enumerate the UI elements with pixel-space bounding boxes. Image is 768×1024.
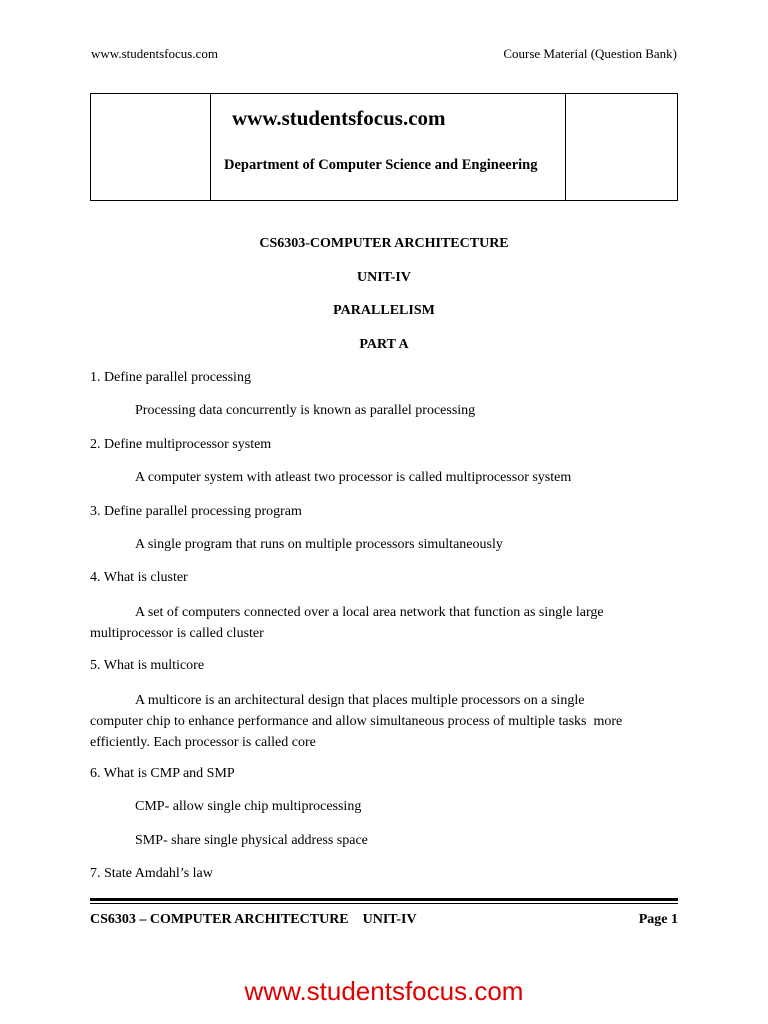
footer-rule-thin: [90, 903, 678, 904]
title-banner: [90, 93, 678, 201]
question-6: 6. What is CMP and SMP: [90, 766, 235, 781]
answer-6-smp: SMP- share single physical address space: [135, 833, 368, 848]
question-5: 5. What is multicore: [90, 658, 205, 673]
footer-rule: [90, 898, 678, 901]
answer-1: Processing data concurrently is known as parallel processing: [135, 403, 476, 418]
banner-department: Department of Computer Science and Engineering: [224, 157, 538, 173]
answer-2: A computer system with atleast two processor is called multiprocessor system: [135, 470, 572, 485]
answer-5-line-2: computer chip to enhance performance and allow simultaneous process of multiple tasks more: [90, 714, 623, 729]
question-3: 3. Define parallel processing program: [90, 504, 302, 519]
question-2: 2. Define multiprocessor system: [90, 437, 272, 452]
answer-6-cmp: CMP- allow single chip multiprocessing: [135, 799, 362, 814]
answer-3: A single program that runs on multiple processors simultaneously: [135, 537, 503, 552]
topic-title: PARALLELISM: [333, 303, 435, 318]
question-4: 4. What is cluster: [90, 570, 188, 585]
question-7: 7. State Amdahl’s law: [90, 866, 213, 881]
course-title: CS6303-COMPUTER ARCHITECTURE: [259, 236, 509, 251]
question-1: 1. Define parallel processing: [90, 370, 251, 385]
part-title: PART A: [359, 337, 409, 352]
header-course-material: Course Material (Question Bank): [503, 46, 677, 61]
footer-course-unit: CS6303 – COMPUTER ARCHITECTURE UNIT-IV: [90, 912, 417, 927]
site-watermark: www.studentsfocus.com: [244, 976, 524, 1006]
answer-5: [90, 690, 680, 753]
unit-title: UNIT-IV: [357, 270, 411, 285]
answer-4-line-1: A set of computers connected over a local area network that function as single large: [135, 605, 604, 620]
answer-4: [90, 602, 680, 644]
header-site: www.studentsfocus.com: [91, 46, 218, 61]
answer-4-line-2: multiprocessor is called cluster: [90, 626, 264, 641]
banner-site: www.studentsfocus.com: [232, 106, 446, 130]
banner-left-cell: [91, 94, 211, 200]
answer-5-line-3: efficiently. Each processor is called core: [90, 735, 316, 750]
page-number: Page 1: [638, 912, 678, 927]
answer-5-line-1: A multicore is an architectural design that places multiple processors on a single: [135, 693, 585, 708]
